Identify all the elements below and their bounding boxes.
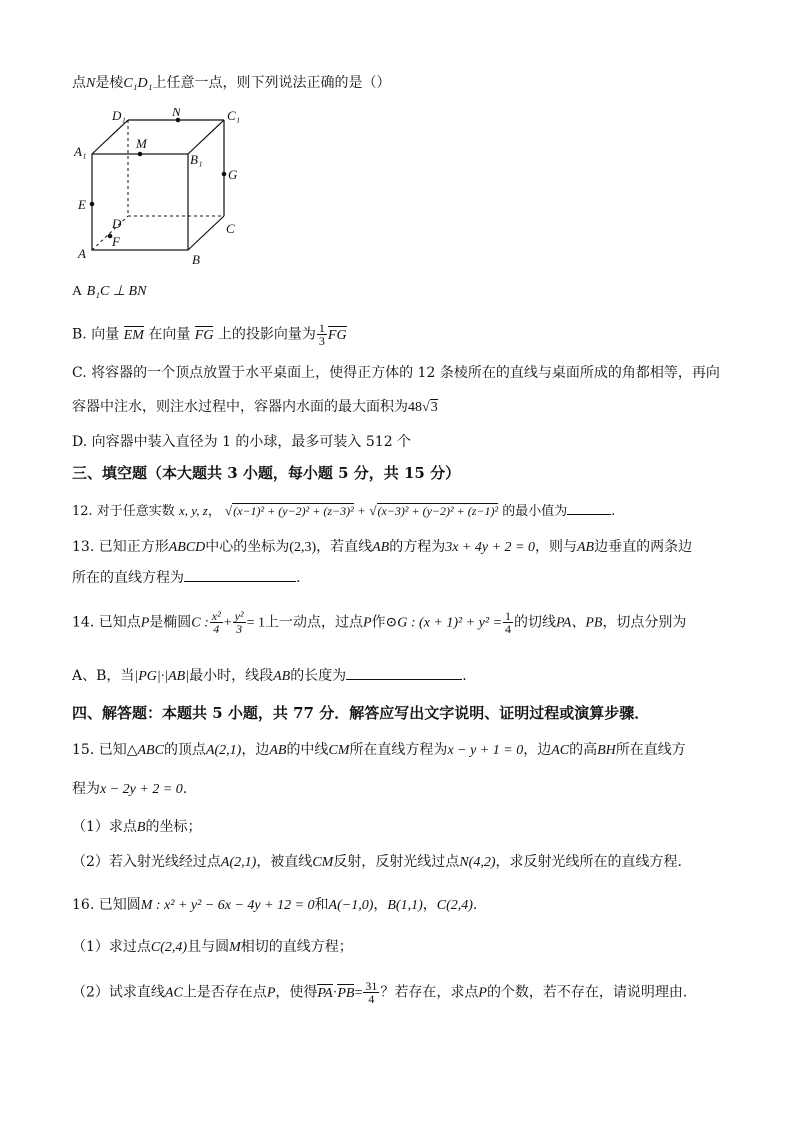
q14-point-p: P <box>362 615 372 631</box>
q16-point-a: A(−1,0) <box>328 898 374 913</box>
q15-text: 的中线 <box>286 742 329 758</box>
question-15-part-1 <box>72 818 201 837</box>
q15-equation-2: x − 2y + 2 = 0 <box>100 782 183 797</box>
q13-text: 中心的坐标为 <box>205 539 290 555</box>
q14-circle: G : (x + 1)² + y² = <box>397 615 503 631</box>
q13-answer-blank[interactable] <box>184 581 296 582</box>
q15-text: ，被直线 <box>256 854 313 870</box>
q15-median-cm: CM <box>328 743 350 758</box>
q15-triangle: ABC <box>137 743 164 758</box>
label-g: G <box>228 167 238 182</box>
q15-text: 所在直线方程为 <box>349 742 448 758</box>
q14-text: 的长度为 <box>290 668 347 684</box>
sqrt-sign: √ <box>369 503 377 518</box>
option-a-expr: B₁C ⊥ BN <box>86 284 147 299</box>
q16-text: （1）求过点 <box>72 939 151 955</box>
q15-side-ac: AC <box>551 743 570 758</box>
q13-text: ，则与 <box>535 539 577 555</box>
q16-line-ac: AC <box>164 985 183 1001</box>
q15-text: ，求反射光线所在的直线方程. <box>495 854 682 870</box>
vector-pa: PA <box>317 985 333 1001</box>
label-c1: C₁ <box>227 108 241 123</box>
q15-text: 所在直线方 <box>615 742 686 758</box>
point-m-dot <box>138 152 143 157</box>
option-c-coef: 48 <box>408 400 422 415</box>
fraction-denominator: 4 <box>213 622 220 636</box>
q15-point-n: N(4,2) <box>459 855 496 870</box>
vector-fg-2: FG <box>327 327 347 343</box>
option-d: D. 向容器中装入直径为 1 的小球，最多可装入 512 个 <box>72 434 412 450</box>
q15-text: ，边 <box>241 742 270 758</box>
q16-text: 上是否存在点 <box>182 984 267 1001</box>
question-16-part-2 <box>72 980 687 1005</box>
sqrt-sign: √ <box>422 400 430 415</box>
option-c-line1: C. 将容器的一个顶点放置于水平桌面上，使得正方体的 12 条棱所在的直线与桌面所成的角都相等，再向 <box>72 365 720 381</box>
label-d: D <box>112 216 122 231</box>
q16-dot: · <box>332 985 338 1001</box>
fraction-denominator: 3 <box>318 334 325 348</box>
intro-text: 是棱 <box>95 75 124 91</box>
q16-equals: = <box>354 985 363 1001</box>
q16-point-c: C(2,4) <box>436 898 473 913</box>
option-b-text: 上的投影向量为 <box>217 326 316 343</box>
option-a <box>72 282 146 301</box>
q15-text: （1）求点 <box>72 819 137 835</box>
q15-text: . <box>182 781 188 797</box>
cube-figure <box>72 108 262 268</box>
q13-center: (2,3) <box>289 540 317 555</box>
q16-text: . <box>472 897 478 913</box>
q12-vars: x, y, z <box>178 503 208 518</box>
vector-em: EM <box>123 327 144 343</box>
q16-text: ， <box>422 897 437 913</box>
q15-text: 反射，反射光线过点 <box>333 854 460 870</box>
q12-text: ， <box>207 504 221 519</box>
question-15-line1 <box>72 741 686 760</box>
q13-text: 边垂直的两条边 <box>594 539 693 555</box>
option-b <box>72 322 347 347</box>
q12-plus: + <box>357 503 366 518</box>
fraction-denominator: 4 <box>368 992 375 1006</box>
fraction-numerator: 1 <box>318 321 325 335</box>
q16-text: ， <box>373 897 388 913</box>
fraction-denominator: 3 <box>236 622 243 636</box>
question-14-line1 <box>72 610 686 635</box>
question-15-part-2 <box>72 853 682 872</box>
q15-line-cm: CM <box>312 855 334 870</box>
point-g-dot <box>222 172 227 177</box>
q14-equals: = 1 <box>246 615 265 631</box>
edge-b1c1 <box>188 120 224 154</box>
q12-answer-blank[interactable] <box>567 514 611 515</box>
q16-text: ，使得 <box>275 984 318 1001</box>
q14-answer-blank[interactable] <box>346 679 462 680</box>
q13-text: . <box>296 570 301 586</box>
q13-line-ab: AB <box>372 540 390 555</box>
q13-text: ，若直线 <box>316 539 373 555</box>
q14-text: ，切点分别为 <box>602 614 687 631</box>
q12-text: 的最小值为 <box>502 504 568 519</box>
q12-text: . <box>611 504 616 519</box>
fraction-x2-4 <box>210 610 223 635</box>
q14-text: 14. 已知点 <box>72 614 141 631</box>
option-c-line2 <box>72 398 438 417</box>
point-e-dot <box>90 202 95 207</box>
label-e: E <box>78 197 86 212</box>
label-c: C <box>226 221 235 236</box>
section-4-heading: 四、解答题：本题共 5 小题，共 77 分．解答应写出文字说明、证明过程或演算步骤． <box>72 704 650 722</box>
q14-text: 作⊙ <box>371 614 398 631</box>
question-intro <box>72 74 391 93</box>
cube-front-face <box>92 154 188 250</box>
q15-point-a: A(2,1) <box>220 855 257 870</box>
q13-text: 13. 已知正方形 <box>72 539 169 555</box>
label-a: A <box>78 246 86 261</box>
q16-text: 且与圆 <box>187 939 230 955</box>
label-m: M <box>136 136 147 151</box>
q16-point-c: C(2,4) <box>150 940 188 955</box>
option-b-text: 在向量 <box>148 326 191 343</box>
q14-ellipse: C : <box>191 615 209 631</box>
label-d1: D₁ <box>112 108 126 123</box>
q14-text: . <box>462 668 467 684</box>
q14-plus: + <box>223 615 232 631</box>
edge-bc <box>188 216 224 250</box>
q15-text: 的坐标； <box>145 819 202 835</box>
point-n: N <box>86 76 96 91</box>
q15-text: （2）若入射光线经过点 <box>72 854 221 870</box>
label-b1: B₁ <box>190 152 203 167</box>
q13-square: ABCD <box>168 540 206 555</box>
edge-a1d1 <box>92 120 128 154</box>
q16-text: ？若存在，求点 <box>380 984 479 1001</box>
q16-text: 16. 已知圆 <box>72 897 141 913</box>
question-14-line2 <box>72 667 467 686</box>
q14-text: 是椭圆 <box>149 614 192 631</box>
label-b: B <box>192 252 200 267</box>
option-c-radicand: 3 <box>430 400 438 415</box>
q15-text: ，边 <box>523 742 552 758</box>
q14-text: 上一动点，过点 <box>264 614 363 631</box>
q14-text: 的切线 <box>514 614 557 631</box>
q16-text: （2）试求直线 <box>72 984 165 1001</box>
label-f: F <box>112 234 120 249</box>
q15-text: 程为 <box>72 781 100 797</box>
fraction-denominator: 4 <box>505 622 512 636</box>
label-a1: A₁ <box>74 144 87 159</box>
question-12 <box>72 502 615 521</box>
option-a-prefix: A <box>72 284 83 299</box>
q16-point-b: B(1,1) <box>387 898 423 913</box>
question-16-line1 <box>72 896 477 915</box>
q14-tangents: PA、PB <box>556 615 603 631</box>
q15-text: 15. 已知△ <box>72 742 138 758</box>
intro-text: 点 <box>72 75 86 91</box>
q15-point-b: B <box>136 820 146 835</box>
intro-text: 上任意一点，则下列说法正确的是（） <box>152 75 391 91</box>
fraction-y2-3 <box>233 610 246 635</box>
fraction-one-quarter <box>503 610 513 635</box>
q15-equation-1: x − y + 1 = 0 <box>447 743 524 758</box>
q15-text: 的高 <box>569 742 598 758</box>
fraction-31-4 <box>363 980 379 1005</box>
q13-line-ab: AB <box>577 540 595 555</box>
q15-altitude-bh: BH <box>597 743 616 758</box>
sqrt-sign: √ <box>225 503 233 518</box>
q12-radicand-2: (x−3)² + (y−2)² + (z−1)² <box>377 504 499 518</box>
vector-pb: PB <box>337 985 355 1001</box>
q16-text: 和 <box>314 897 329 913</box>
question-13-line2 <box>72 569 300 587</box>
fraction-one-third <box>317 322 327 347</box>
q14-text: A、B，当 <box>72 668 135 684</box>
q16-point-p: P <box>478 985 487 1001</box>
vector-fg: FG <box>194 327 214 343</box>
fraction-numerator: 1 <box>505 609 512 623</box>
edge-c1d1: C₁D₁ <box>123 76 153 91</box>
q16-text: 相切的直线方程； <box>240 939 353 955</box>
q15-side-ab: AB <box>269 743 287 758</box>
question-15-line2 <box>72 780 187 799</box>
q14-expression: |PG|·|AB| <box>134 669 190 684</box>
edge-ad-hidden <box>92 216 128 250</box>
question-13-line1 <box>72 538 692 557</box>
q12-text: 12. 对于任意实数 <box>72 504 175 519</box>
question-16-part-1 <box>72 938 353 957</box>
fraction-numerator: 31 <box>365 979 378 993</box>
section-3-heading: 三、填空题（本大题共 3 小题，每小题 5 分，共 15 分） <box>72 464 461 482</box>
q13-equation: 3x + 4y + 2 = 0 <box>445 540 535 555</box>
q13-text: 的方程为 <box>389 539 446 555</box>
q15-point-a: A(2,1) <box>205 743 242 758</box>
q14-text: 最小时，线段 <box>189 668 274 684</box>
q16-text: 的个数，若不存在，请说明理由. <box>486 984 688 1001</box>
q16-circle-m: M : x² + y² − 6x − 4y + 12 = 0 <box>140 898 315 913</box>
q16-point-p: P <box>266 985 276 1001</box>
option-b-text: B. 向量 <box>72 326 120 343</box>
q14-segment-ab: AB <box>273 669 291 684</box>
q12-radicand-1: (x−1)² + (y−2)² + (z−3)² <box>233 504 354 518</box>
q14-point-p: P <box>140 615 150 631</box>
q13-text: 所在的直线方程为 <box>72 570 184 586</box>
fraction-numerator: y² <box>234 609 244 623</box>
label-n: N <box>172 108 181 119</box>
fraction-numerator: x² <box>211 609 221 623</box>
q16-circle-m-ref: M <box>229 940 241 955</box>
option-c-text: 容器中注水，则注水过程中，容器内水面的最大面积为 <box>72 399 408 415</box>
q15-text: 的顶点 <box>163 742 206 758</box>
